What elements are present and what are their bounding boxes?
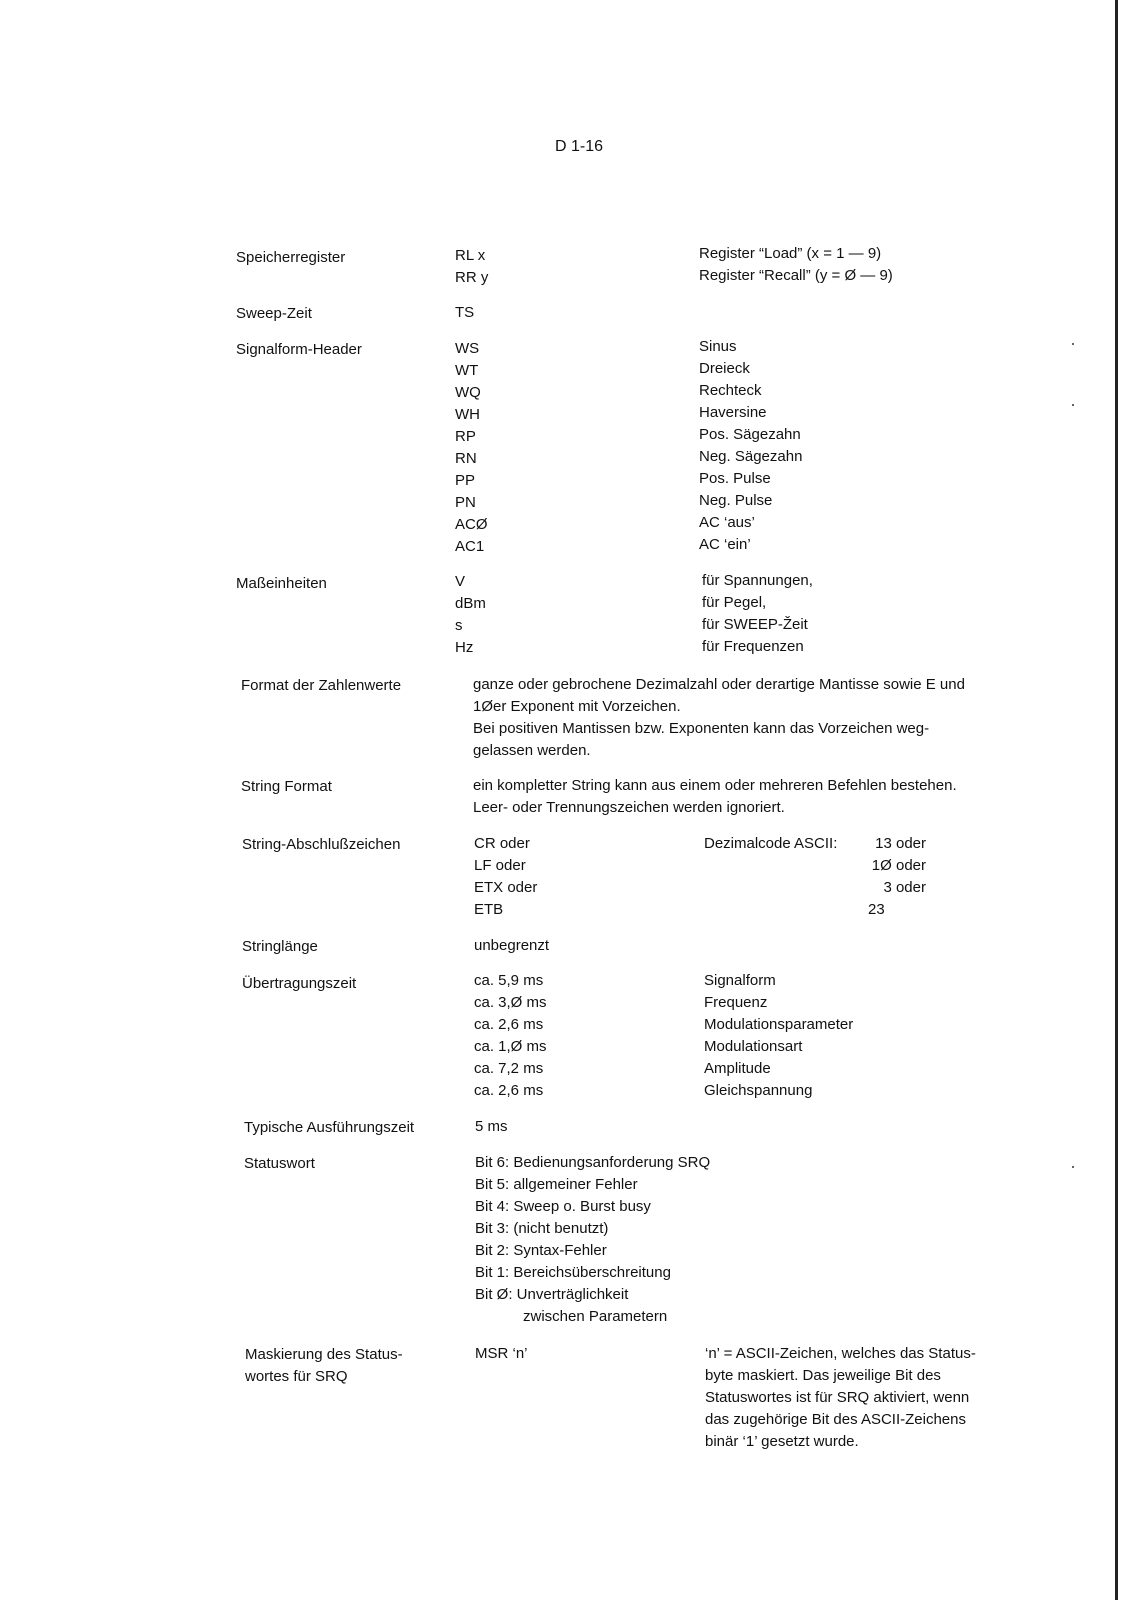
desc-line: für SWEEP-Žeit	[702, 616, 808, 633]
value-line: 5 ms	[475, 1118, 508, 1135]
status-bit-continuation: zwischen Parametern	[523, 1308, 668, 1325]
paragraph-line: 1Øer Exponent mit Vorzeichen.	[473, 698, 681, 715]
desc-line: Neg. Sägezahn	[699, 448, 803, 465]
ascii-value: 3 oder	[883, 879, 926, 896]
status-bit: Bit 1: Bereichsüberschreitung	[475, 1264, 671, 1281]
code-line: TS	[455, 304, 475, 321]
section-maskierung	[245, 1343, 1035, 1455]
section-speicherregister	[236, 245, 1036, 289]
code-line: LF oder	[474, 857, 526, 874]
scan-edge	[1115, 0, 1118, 1600]
ascii-value: 13 oder	[875, 835, 926, 852]
scan-speck	[1072, 343, 1074, 345]
desc-line: das zugehörige Bit des ASCII-Zeichens	[705, 1411, 966, 1428]
desc-line: ‘n’ = ASCII-Zeichen, welches das Status-	[705, 1345, 976, 1362]
time-line: ca. 5,9 ms	[474, 972, 544, 989]
paragraph-line: gelassen werden.	[473, 742, 591, 759]
code-line: PP	[455, 472, 476, 489]
desc-line: Amplitude	[704, 1060, 771, 1077]
time-line: ca. 3,Ø ms	[474, 994, 547, 1011]
section-string-format	[241, 775, 1031, 819]
paragraph-line: Bei positiven Mantissen bzw. Exponenten kann das Vorzeichen weg-	[473, 720, 930, 737]
section-masseinheiten	[236, 571, 1036, 659]
code-line: WT	[455, 362, 479, 379]
time-line: ca. 7,2 ms	[474, 1060, 544, 1077]
code-line: RP	[455, 428, 476, 445]
section-ausfuehrung	[244, 1116, 1034, 1138]
desc-line: Pos. Sägezahn	[699, 426, 801, 443]
code-line: PN	[455, 494, 476, 511]
status-bit: Bit Ø: Unverträglichkeit	[475, 1286, 629, 1303]
section-sweep	[236, 302, 1036, 324]
desc-line: Modulationsart	[704, 1038, 803, 1055]
section-format	[241, 674, 1031, 762]
section-uebertragung	[242, 970, 1032, 1102]
section-label: Stringlänge	[242, 938, 318, 955]
desc-line: Gleichspannung	[704, 1082, 813, 1099]
paragraph-line: Leer- oder Trennungszeichen werden ignoriert.	[473, 799, 785, 816]
code-line: s	[455, 617, 463, 634]
ascii-label: Dezimalcode ASCII:	[704, 835, 838, 852]
desc-line: Modulationsparameter	[704, 1016, 854, 1033]
section-label: Typische Ausführungszeit	[244, 1119, 415, 1136]
code-line: RL x	[455, 247, 486, 264]
desc-line: Neg. Pulse	[699, 492, 773, 509]
desc-line: Rechteck	[699, 382, 762, 399]
desc-line: Frequenz	[704, 994, 768, 1011]
code-line: AC1	[455, 538, 485, 555]
code-line: RN	[455, 450, 477, 467]
code-line: ACØ	[455, 516, 488, 533]
section-label: String-Abschlußzeichen	[242, 836, 401, 853]
ascii-value: 23	[868, 901, 885, 918]
desc-line: für Pegel,	[702, 594, 767, 611]
section-label: Statuswort	[244, 1155, 315, 1172]
section-label: wortes für SRQ	[245, 1368, 348, 1385]
section-label: Format der Zahlenwerte	[241, 677, 402, 694]
code-line: WS	[455, 340, 480, 357]
time-line: ca. 2,6 ms	[474, 1016, 544, 1033]
code-line: ETX oder	[474, 879, 538, 896]
desc-line: Register “Load” (x = 1 — 9)	[699, 245, 882, 262]
time-line: ca. 1,Ø ms	[474, 1038, 547, 1055]
code-line: WH	[455, 406, 480, 423]
section-label: Maskierung des Status-	[245, 1346, 403, 1363]
ascii-value: 1Ø oder	[871, 857, 926, 874]
section-label: Signalform-Header	[236, 341, 362, 358]
paragraph-line: ein kompletter String kann aus einem oder mehreren Befehlen bestehen.	[473, 777, 957, 794]
desc-line: Register “Recall” (y = Ø — 9)	[699, 267, 893, 284]
code-line: WQ	[455, 384, 481, 401]
section-label: Sweep-Zeit	[236, 305, 312, 322]
desc-line: Dreieck	[699, 360, 750, 377]
value-line: unbegrenzt	[474, 937, 550, 954]
section-abschluss	[242, 833, 1032, 921]
section-label: Übertragungszeit	[242, 975, 357, 992]
desc-line: Sinus	[699, 338, 737, 355]
code-line: ETB	[474, 901, 504, 918]
paragraph-line: ganze oder gebrochene Dezimalzahl oder derartige Mantisse sowie E und	[473, 676, 965, 693]
desc-line: Pos. Pulse	[699, 470, 771, 487]
code-line: MSR ‘n’	[475, 1345, 528, 1362]
code-line: V	[455, 573, 466, 590]
desc-line: byte maskiert. Das jeweilige Bit des	[705, 1367, 941, 1384]
desc-line: für Spannungen,	[702, 572, 813, 589]
desc-line: Signalform	[704, 972, 776, 989]
desc-line: binär ‘1’ gesetzt wurde.	[705, 1433, 859, 1450]
code-line: dBm	[455, 595, 486, 612]
section-label: String Format	[241, 778, 332, 795]
code-line: RR y	[455, 269, 489, 286]
time-line: ca. 2,6 ms	[474, 1082, 544, 1099]
scan-speck	[1072, 1166, 1074, 1168]
scan-speck	[1072, 404, 1074, 406]
desc-line: AC ‘ein’	[699, 536, 751, 553]
code-line: CR oder	[474, 835, 530, 852]
status-bit: Bit 2: Syntax-Fehler	[475, 1242, 607, 1259]
desc-line: Haversine	[699, 404, 767, 421]
desc-line: für Frequenzen	[702, 638, 804, 655]
section-statuswort	[244, 1152, 1034, 1328]
code-line: Hz	[455, 639, 474, 656]
desc-line: Statuswortes ist für SRQ aktiviert, wenn	[705, 1389, 970, 1406]
status-bit: Bit 3: (nicht benutzt)	[475, 1220, 609, 1237]
section-signalform	[236, 338, 1036, 558]
page-number: D 1-16	[555, 138, 604, 155]
desc-line: AC ‘aus’	[699, 514, 755, 531]
section-label: Speicherregister	[236, 249, 346, 266]
section-stringlaenge	[242, 935, 1032, 957]
section-label: Maßeinheiten	[236, 575, 327, 592]
status-bit: Bit 6: Bedienungsanforderung SRQ	[475, 1154, 711, 1171]
status-bit: Bit 4: Sweep o. Burst busy	[475, 1198, 651, 1215]
status-bit: Bit 5: allgemeiner Fehler	[475, 1176, 638, 1193]
